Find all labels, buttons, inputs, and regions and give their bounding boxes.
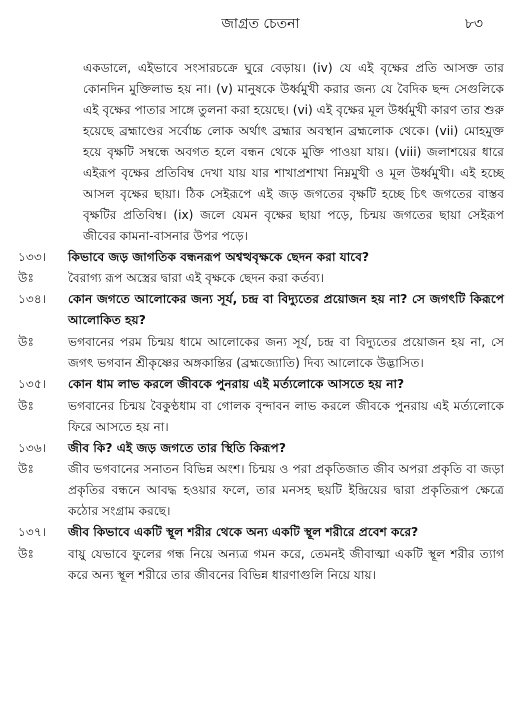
question-text: জীব কিভাবে একটি স্থূল শরীর থেকে অন্য একটি স্থূল শরীরে প্রবেশ করে? xyxy=(68,525,419,539)
answer-text: জীব ভগবানের সনাতন বিভিন্ন অংশ। চিন্ময় ও পরা প্রকৃতিজাত জীব অপরা প্রকৃতি বা জড়া প্রকৃতির বন্ধনে আবদ্ধ হওয়ার ফলে, তার মনসহ ছয়টি ইন্দ্রিয়ের দ্বারা প্রকৃতিরূপ ক্ষেত্রে কঠোর সংগ্রাম করছে। xyxy=(68,462,504,518)
answer-label: উঃ xyxy=(18,399,34,413)
answer-label: উঃ xyxy=(18,335,34,349)
answer-row xyxy=(18,268,504,289)
running-title: জাগ্রত চেতনা xyxy=(221,16,300,32)
answer-text: ভগবানের পরম চিন্ময় ধামে আলোকের জন্য সূর্য, চন্দ্র বা বিদ্যুতের প্রয়োজন হয় না, সে জগৎ ভগবান শ্রীকৃষ্ণের অঙ্গকান্তির (ব্রহ্মজ্যোতি) দিব্য আলোকে উদ্ভাসিত। xyxy=(68,335,504,370)
answer-row xyxy=(18,332,504,374)
question-row xyxy=(18,522,504,543)
qa-item-133 xyxy=(18,247,504,289)
question-row xyxy=(18,247,504,268)
answer-row xyxy=(18,459,504,522)
answer-label: উঃ xyxy=(18,547,34,561)
question-number: ১৩৫। xyxy=(18,377,47,391)
answer-row xyxy=(18,396,504,438)
qa-item-136 xyxy=(18,438,504,522)
answer-text: বৈরাগ্য রূপ অস্ত্রের দ্বারা এই বৃক্ষকে ছেদন করা কর্তব্য। xyxy=(68,271,324,285)
question-row xyxy=(18,374,504,395)
question-number: ১৩৭। xyxy=(18,525,47,539)
intro-paragraph: একডালে, এইভাবে সংসারচক্রে ঘুরে বেড়ায়। (iv) যে এই বৃক্ষের প্রতি আসক্ত তার কোনদিন মুক্তিলাভ হয় না। (v) মানুষকে উর্ধ্বমুখী করার জন্য যে বৈদিক ছন্দ সেগুলিকে এই বৃক্ষের পাতার সাঙ্গে তুলনা করা হয়েছে। (vi) এই বৃক্ষের মূল উর্ধ্বমুখী কারণ তার শুরু হয়েছে ব্রহ্মাণ্ডের সর্বোচ্চ লোক অর্থাৎ ব্রহ্মার অবস্থান ব্রহ্মলোক থেকে। (vii) মোহমুক্ত হয়ে বৃক্ষটি সম্বন্ধে অবগত হলে বন্ধন থেকে মুক্তি পাওয়া যায়। (viii) জলাশয়ের ধারে এইরূপ বৃক্ষের প্রতিবিম্ব দেখা যায় যার শাখাপ্রশাখা নিম্নমুখী ও মূল উর্ধ্বমুখী। এই হচ্ছে আসল বৃক্ষের ছায়া। ঠিক সেইরূপে এই জড় জগতের বৃক্ষটি হচ্ছে চিৎ জগতের বাস্তব বৃক্ষটির প্রতিবিম্ব। (ix) জলে যেমন বৃক্ষের ছায়া পড়ে, চিন্ময় জগতের ছায়া সেইরূপ জীবের কামনা-বাসনার উপর পড়ে। xyxy=(83,61,504,243)
answer-row xyxy=(18,544,504,586)
question-text: কোন ধাম লাভ করলে জীবকে পুনরায় এই মর্ত্যলোকে আসতে হয় না? xyxy=(68,377,405,391)
page-number: ৮৩ xyxy=(464,16,483,32)
question-text: কিভাবে জড় জাগতিক বন্ধনরূপ অশ্বত্থবৃক্ষকে ছেদন করা যাবে? xyxy=(68,250,370,264)
answer-text: বায়ু যেভাবে ফুলের গন্ধ নিয়ে অন্যত্র গমন করে, তেমনই জীবাত্মা একটি স্থূল শরীর ত্যাগ করে অন্য স্থূল শরীরে তার জীবনের বিভিন্ন ধারণাগুলি নিয়ে যায়। xyxy=(68,547,504,582)
qa-item-134 xyxy=(18,289,504,374)
question-row xyxy=(18,289,504,331)
question-number: ১৩৪। xyxy=(18,292,47,306)
question-text: জীব কি? এই জড় জগতে তার স্থিতি কিরূপ? xyxy=(68,441,286,455)
qa-item-135 xyxy=(18,374,504,438)
answer-text: ভগবানের চিন্ময় বৈকুণ্ঠধাম বা গোলক বৃন্দাবন লাভ করলে জীবকে পুনরায় এই মর্ত্যলোকে ফিরে আসতে হয় না। xyxy=(68,399,504,434)
question-row xyxy=(18,438,504,459)
question-text: কোন জগতে আলোকের জন্য সূর্য, চন্দ্র বা বিদ্যুতের প্রয়োজন হয় না? সে জগৎটি কিরূপে আলোকিত হয়? xyxy=(68,292,504,327)
page-content xyxy=(18,58,504,586)
answer-label: উঃ xyxy=(18,462,34,476)
question-number: ১৩৬। xyxy=(18,441,47,455)
page-header xyxy=(0,12,521,34)
question-number: ১৩৩। xyxy=(18,250,47,264)
answer-label: উঃ xyxy=(18,271,34,285)
qa-item-137 xyxy=(18,522,504,586)
